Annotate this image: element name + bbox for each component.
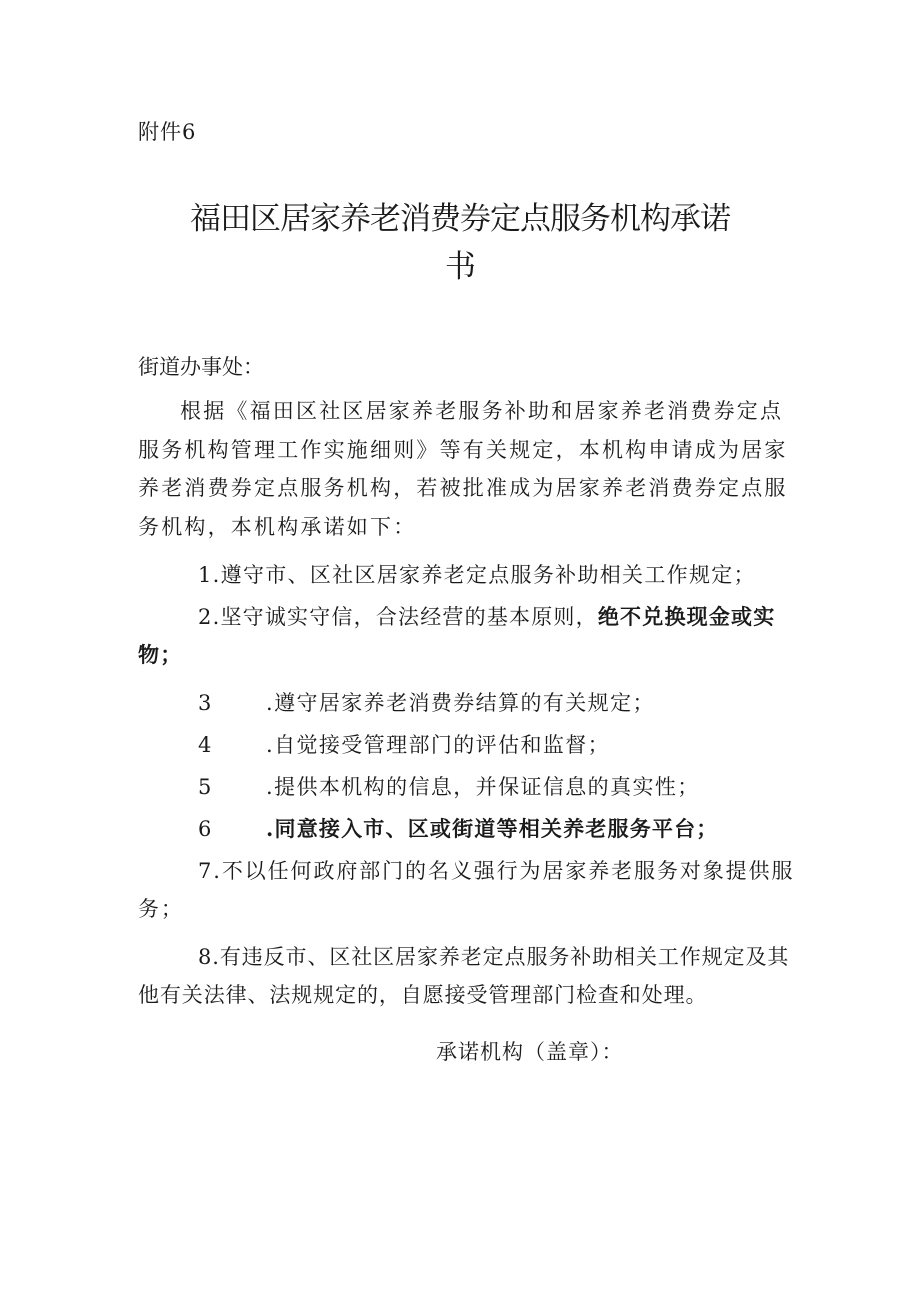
commitment-item-3 — [198, 684, 798, 722]
item-text: .提供本机构的信息，并保证信息的真实性； — [266, 775, 700, 799]
commitment-item-2 — [138, 598, 798, 674]
item-text: .有违反市、区社区居家养老定点服务补助相关工作规定及其他有关法律、法规规定的，自愿接受管理部门检查和处理。 — [138, 945, 790, 1007]
intro-paragraph: 根据《福田区社区居家养老服务补助和居家养老消费券定点服务机构管理工作实施细则》等有关规定，本机构申请成为居家养老消费券定点服务机构，若被批准成为居家养老消费券定点服务机构，本机构承诺如下： — [138, 399, 788, 539]
item-number: 1 — [198, 563, 213, 587]
commitment-item-8 — [138, 938, 798, 1014]
commitment-item-1 — [198, 556, 798, 594]
item-text: .自觉接受管理部门的评估和监督； — [266, 733, 611, 757]
document-title-line-2: 书 — [445, 249, 475, 285]
attachment-label: 附件6 — [138, 120, 197, 144]
commitment-item-7 — [138, 852, 798, 928]
addressee: 街道办事处： — [138, 355, 264, 379]
item-number: 7 — [198, 859, 214, 883]
item-text: .坚守诚实守信，合法经营的基本原则， — [212, 605, 598, 629]
commitment-item-5 — [198, 768, 798, 806]
commitment-item-4 — [198, 726, 798, 764]
signature-line: 承诺机构（盖章）： — [436, 1040, 624, 1064]
item-number: 2 — [198, 605, 213, 629]
document-title-line-1: 福田区居家养老消费券定点服务机构承诺 — [190, 201, 730, 237]
item-number: 6 — [198, 817, 213, 841]
item-text: .不以任何政府部门的名义强行为居家养老服务对象提供服务； — [138, 859, 795, 921]
item-number: 4 — [198, 733, 213, 757]
item-number: 3 — [198, 691, 213, 715]
item-text: .遵守市、区社区居家养老定点服务补助相关工作规定； — [212, 563, 756, 587]
item-number: 5 — [198, 775, 213, 799]
item-text: .遵守居家养老消费券结算的有关规定； — [266, 691, 655, 715]
commitment-item-6 — [198, 810, 798, 848]
item-number: 8 — [198, 945, 213, 969]
item-text-bold: 绝不兑换现金或实物； — [138, 604, 776, 667]
item-text-bold: .同意接入市、区或街道等相关养老服务平台； — [266, 816, 719, 841]
